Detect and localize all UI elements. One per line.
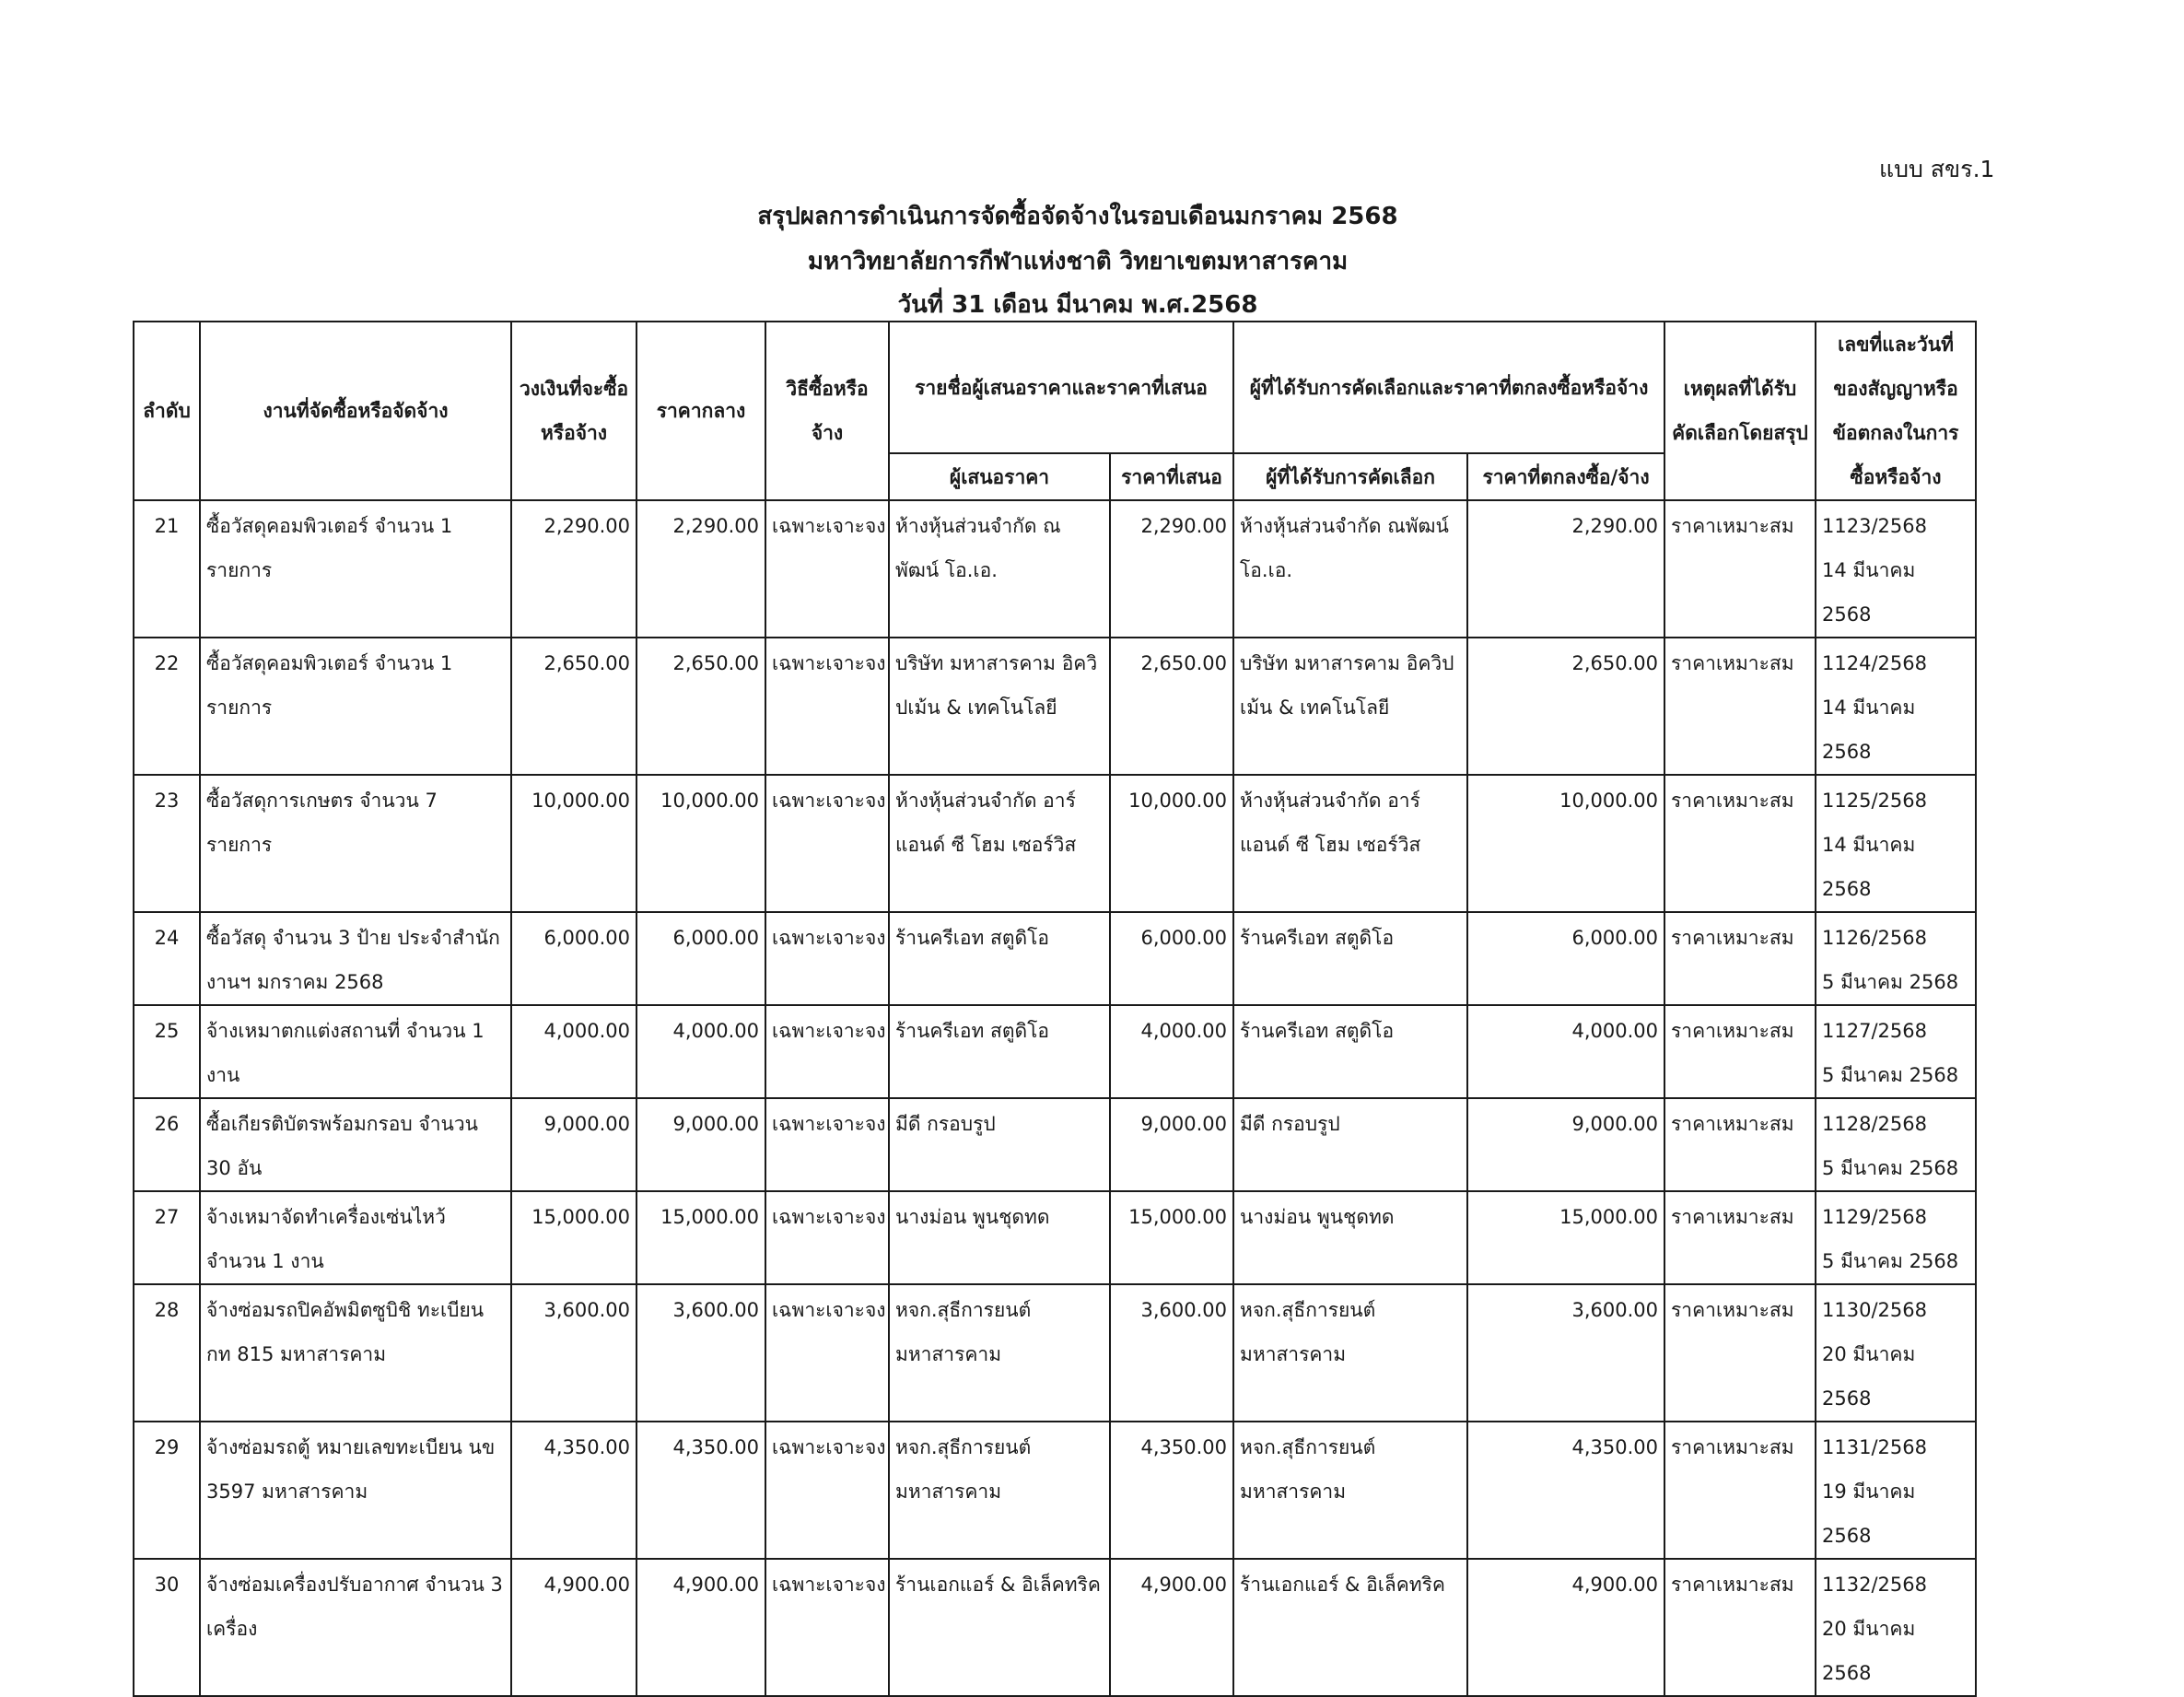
cell-selected: ร้านเอกแอร์ & อิเล็คทริค (1233, 1559, 1467, 1696)
cell-method: เฉพาะเจาะจง (765, 1005, 889, 1098)
contract-number: 1131/2568 (1822, 1436, 1927, 1458)
cell-method: เฉพาะเจาะจง (765, 500, 889, 638)
cell-bidder: นางม่อน พูนชุดทด (889, 1191, 1110, 1284)
cell-bid-price: 2,290.00 (1110, 500, 1233, 638)
contract-date: 14 มีนาคม 2568 (1822, 834, 1916, 900)
cell-contract (1816, 500, 1976, 638)
contract-number: 1126/2568 (1822, 927, 1927, 949)
cell-budget: 3,600.00 (511, 1284, 637, 1422)
header-selected-group: ผู้ที่ได้รับการคัดเลือกและราคาที่ตกลงซื้อหรือจ้าง (1233, 322, 1664, 453)
cell-budget: 2,290.00 (511, 500, 637, 638)
table-body (134, 500, 1976, 1696)
cell-median-price: 15,000.00 (637, 1191, 765, 1284)
cell-selected: นางม่อน พูนชุดทด (1233, 1191, 1467, 1284)
contract-number: 1128/2568 (1822, 1113, 1927, 1135)
cell-contract (1816, 1005, 1976, 1098)
cell-contract (1816, 1422, 1976, 1559)
table-row (134, 638, 1976, 775)
contract-date: 5 มีนาคม 2568 (1822, 1157, 1959, 1179)
cell-agreed-price: 6,000.00 (1467, 912, 1664, 1005)
cell-selected: ร้านครีเอท สตูดิโอ (1233, 1005, 1467, 1098)
cell-selected: บริษัท มหาสารคาม อิควิปเม้น & เทคโนโลยี (1233, 638, 1467, 775)
cell-median-price: 2,650.00 (637, 638, 765, 775)
procurement-table (133, 321, 1977, 1697)
table-row (134, 912, 1976, 1005)
cell-reason: ราคาเหมาะสม (1664, 1284, 1816, 1422)
header-selected: ผู้ที่ได้รับการคัดเลือก (1233, 453, 1467, 500)
cell-work: จ้างซ่อมเครื่องปรับอากาศ จำนวน 3 เครื่อง (200, 1559, 511, 1696)
cell-work: จ้างเหมาจัดทำเครื่องเซ่นไหว้ จำนวน 1 งาน (200, 1191, 511, 1284)
cell-bidder: หจก.สุธีการยนต์ มหาสารคาม (889, 1284, 1110, 1422)
cell-work: จ้างซ่อมรถปิคอัพมิตซูบิชิ ทะเบียน กท 815 มหาสารคาม (200, 1284, 511, 1422)
contract-date: 5 มีนาคม 2568 (1822, 1250, 1959, 1272)
cell-reason: ราคาเหมาะสม (1664, 1559, 1816, 1696)
contract-number: 1130/2568 (1822, 1299, 1927, 1321)
cell-budget: 10,000.00 (511, 775, 637, 912)
cell-bid-price: 6,000.00 (1110, 912, 1233, 1005)
cell-reason: ราคาเหมาะสม (1664, 912, 1816, 1005)
cell-bid-price: 9,000.00 (1110, 1098, 1233, 1191)
cell-method: เฉพาะเจาะจง (765, 638, 889, 775)
cell-seq: 21 (134, 500, 200, 638)
contract-number: 1129/2568 (1822, 1206, 1927, 1228)
cell-reason: ราคาเหมาะสม (1664, 638, 1816, 775)
cell-median-price: 6,000.00 (637, 912, 765, 1005)
cell-median-price: 4,350.00 (637, 1422, 765, 1559)
cell-budget: 15,000.00 (511, 1191, 637, 1284)
cell-method: เฉพาะเจาะจง (765, 1422, 889, 1559)
organization-title: มหาวิทยาลัยการกีฬาแห่งชาติ วิทยาเขตมหาสารคาม (807, 248, 1349, 275)
cell-reason: ราคาเหมาะสม (1664, 1098, 1816, 1191)
table-row (134, 1422, 1976, 1559)
contract-date: 20 มีนาคม 2568 (1822, 1618, 1916, 1684)
date-title: วันที่ 31 เดือน มีนาคม พ.ศ.2568 (897, 291, 1258, 319)
cell-seq: 28 (134, 1284, 200, 1422)
cell-median-price: 9,000.00 (637, 1098, 765, 1191)
cell-bid-price: 10,000.00 (1110, 775, 1233, 912)
contract-number: 1127/2568 (1822, 1020, 1927, 1042)
cell-selected: หจก.สุธีการยนต์ มหาสารคาม (1233, 1422, 1467, 1559)
cell-method: เฉพาะเจาะจง (765, 1098, 889, 1191)
cell-contract (1816, 1191, 1976, 1284)
contract-number: 1124/2568 (1822, 652, 1927, 674)
cell-agreed-price: 2,650.00 (1467, 638, 1664, 775)
table-row (134, 1005, 1976, 1098)
cell-contract (1816, 1098, 1976, 1191)
cell-agreed-price: 4,350.00 (1467, 1422, 1664, 1559)
cell-median-price: 10,000.00 (637, 775, 765, 912)
cell-bidder: มีดี กรอบรูป (889, 1098, 1110, 1191)
header-reason: เหตุผลที่ได้รับคัดเลือกโดยสรุป (1664, 322, 1816, 500)
cell-contract (1816, 1284, 1976, 1422)
cell-seq: 27 (134, 1191, 200, 1284)
cell-bid-price: 4,350.00 (1110, 1422, 1233, 1559)
cell-method: เฉพาะเจาะจง (765, 1284, 889, 1422)
cell-seq: 22 (134, 638, 200, 775)
cell-bid-price: 15,000.00 (1110, 1191, 1233, 1284)
contract-number: 1132/2568 (1822, 1574, 1927, 1596)
contract-date: 14 มีนาคม 2568 (1822, 696, 1916, 763)
cell-agreed-price: 9,000.00 (1467, 1098, 1664, 1191)
cell-work: ซื้อวัสดุคอมพิวเตอร์ จำนวน 1 รายการ (200, 638, 511, 775)
document-title: สรุปผลการดำเนินการจัดซื้อจัดจ้างในรอบเดือนมกราคม 2568 (757, 203, 1398, 230)
cell-budget: 9,000.00 (511, 1098, 637, 1191)
cell-bid-price: 4,900.00 (1110, 1559, 1233, 1696)
header-work: งานที่จัดซื้อหรือจัดจ้าง (200, 322, 511, 500)
cell-work: ซื้อวัสดุคอมพิวเตอร์ จำนวน 1 รายการ (200, 500, 511, 638)
header-bidders-group: รายชื่อผู้เสนอราคาและราคาที่เสนอ (889, 322, 1233, 453)
cell-work: จ้างซ่อมรถตู้ หมายเลขทะเบียน นข 3597 มหาสารคาม (200, 1422, 511, 1559)
contract-number: 1125/2568 (1822, 790, 1927, 812)
header-bid-price: ราคาที่เสนอ (1110, 453, 1233, 500)
contract-number: 1123/2568 (1822, 515, 1927, 537)
table-row (134, 1191, 1976, 1284)
cell-contract (1816, 775, 1976, 912)
cell-seq: 26 (134, 1098, 200, 1191)
cell-median-price: 2,290.00 (637, 500, 765, 638)
contract-date: 20 มีนาคม 2568 (1822, 1343, 1916, 1410)
cell-seq: 23 (134, 775, 200, 912)
cell-agreed-price: 15,000.00 (1467, 1191, 1664, 1284)
cell-bidder: ร้านครีเอท สตูดิโอ (889, 912, 1110, 1005)
contract-date: 5 มีนาคม 2568 (1822, 971, 1959, 993)
cell-selected: หจก.สุธีการยนต์ มหาสารคาม (1233, 1284, 1467, 1422)
cell-contract (1816, 1559, 1976, 1696)
cell-work: จ้างเหมาตกแต่งสถานที่ จำนวน 1 งาน (200, 1005, 511, 1098)
cell-agreed-price: 3,600.00 (1467, 1284, 1664, 1422)
cell-seq: 30 (134, 1559, 200, 1696)
cell-median-price: 4,900.00 (637, 1559, 765, 1696)
cell-selected: ห้างหุ้นส่วนจำกัด อาร์ แอนด์ ซี โฮม เซอร์วิส (1233, 775, 1467, 912)
cell-reason: ราคาเหมาะสม (1664, 500, 1816, 638)
cell-reason: ราคาเหมาะสม (1664, 1191, 1816, 1284)
header-method: วิธีซื้อหรือจ้าง (765, 322, 889, 500)
cell-bidder: ห้างหุ้นส่วนจำกัด ณพัฒน์ โอ.เอ. (889, 500, 1110, 638)
table-row (134, 1559, 1976, 1696)
table-row (134, 1098, 1976, 1191)
cell-bid-price: 2,650.00 (1110, 638, 1233, 775)
form-code: แบบ สขร.1 (1879, 156, 1995, 182)
cell-bid-price: 4,000.00 (1110, 1005, 1233, 1098)
cell-contract (1816, 638, 1976, 775)
contract-date: 5 มีนาคม 2568 (1822, 1064, 1959, 1086)
header-bidder: ผู้เสนอราคา (889, 453, 1110, 500)
cell-bidder: หจก.สุธีการยนต์ มหาสารคาม (889, 1422, 1110, 1559)
cell-method: เฉพาะเจาะจง (765, 1559, 889, 1696)
cell-budget: 4,000.00 (511, 1005, 637, 1098)
cell-reason: ราคาเหมาะสม (1664, 1422, 1816, 1559)
cell-bidder: ห้างหุ้นส่วนจำกัด อาร์ แอนด์ ซี โฮม เซอร์วิส (889, 775, 1110, 912)
cell-seq: 24 (134, 912, 200, 1005)
header-agreed-price: ราคาที่ตกลงซื้อ/จ้าง (1467, 453, 1664, 500)
cell-bidder: ร้านเอกแอร์ & อิเล็คทริค (889, 1559, 1110, 1696)
header-contract: เลขที่และวันที่ของสัญญาหรือข้อตกลงในการซื้อหรือจ้าง (1816, 322, 1976, 500)
cell-agreed-price: 2,290.00 (1467, 500, 1664, 638)
cell-work: ซื้อเกียรติบัตรพร้อมกรอบ จำนวน 30 อัน (200, 1098, 511, 1191)
cell-budget: 4,350.00 (511, 1422, 637, 1559)
cell-median-price: 4,000.00 (637, 1005, 765, 1098)
cell-reason: ราคาเหมาะสม (1664, 775, 1816, 912)
cell-seq: 25 (134, 1005, 200, 1098)
cell-agreed-price: 4,900.00 (1467, 1559, 1664, 1696)
cell-work: ซื้อวัสดุ จำนวน 3 ป้าย ประจำสำนักงานฯ มกราคม 2568 (200, 912, 511, 1005)
header-seq: ลำดับ (134, 322, 200, 500)
table-row (134, 500, 1976, 638)
cell-contract (1816, 912, 1976, 1005)
header-budget: วงเงินที่จะซื้อหรือจ้าง (511, 322, 637, 500)
cell-median-price: 3,600.00 (637, 1284, 765, 1422)
cell-bid-price: 3,600.00 (1110, 1284, 1233, 1422)
cell-agreed-price: 4,000.00 (1467, 1005, 1664, 1098)
cell-budget: 2,650.00 (511, 638, 637, 775)
cell-agreed-price: 10,000.00 (1467, 775, 1664, 912)
cell-bidder: บริษัท มหาสารคาม อิควิปเม้น & เทคโนโลยี (889, 638, 1110, 775)
table-row (134, 775, 1976, 912)
cell-selected: มีดี กรอบรูป (1233, 1098, 1467, 1191)
cell-budget: 6,000.00 (511, 912, 637, 1005)
cell-bidder: ร้านครีเอท สตูดิโอ (889, 1005, 1110, 1098)
table-row (134, 1284, 1976, 1422)
cell-work: ซื้อวัสดุการเกษตร จำนวน 7 รายการ (200, 775, 511, 912)
cell-budget: 4,900.00 (511, 1559, 637, 1696)
cell-selected: ห้างหุ้นส่วนจำกัด ณพัฒน์ โอ.เอ. (1233, 500, 1467, 638)
cell-method: เฉพาะเจาะจง (765, 912, 889, 1005)
header-median-price: ราคากลาง (637, 322, 765, 500)
cell-selected: ร้านครีเอท สตูดิโอ (1233, 912, 1467, 1005)
cell-method: เฉพาะเจาะจง (765, 1191, 889, 1284)
cell-reason: ราคาเหมาะสม (1664, 1005, 1816, 1098)
cell-method: เฉพาะเจาะจง (765, 775, 889, 912)
contract-date: 14 มีนาคม 2568 (1822, 559, 1916, 626)
contract-date: 19 มีนาคม 2568 (1822, 1480, 1916, 1547)
cell-seq: 29 (134, 1422, 200, 1559)
